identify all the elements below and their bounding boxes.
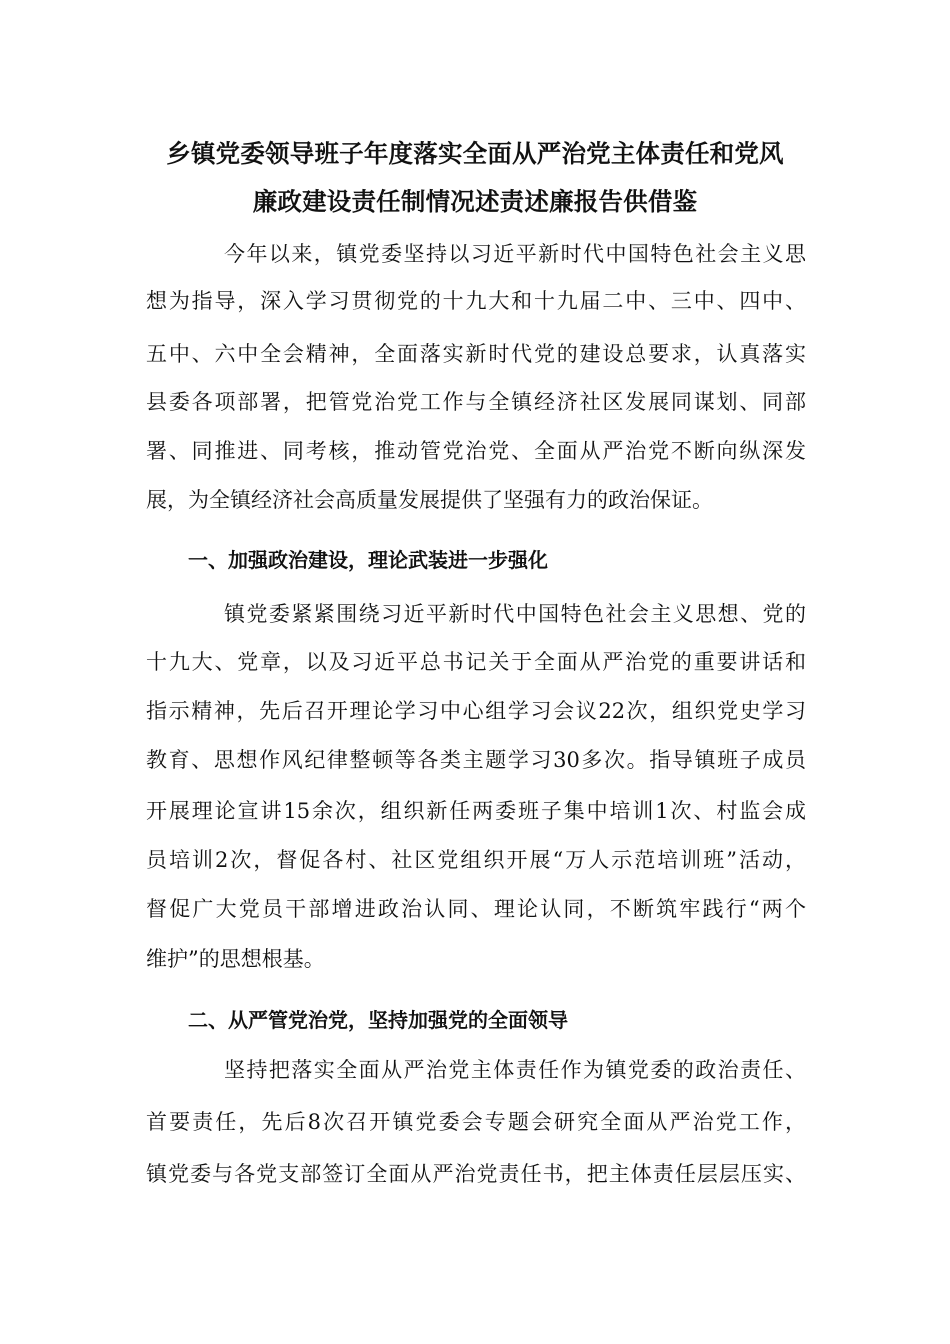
section-1-paragraph-line: 教育、思想作风纪律整顿等各类主题学习30多次。指导镇班子成员 [146,748,806,772]
intro-paragraph-line: 署、同推进、同考核，推动管党治党、全面从严治党不断向纵深发 [146,439,806,463]
section-1-paragraph-line: 指示精神，先后召开理论学习中心组学习会议22次，组织党史学习 [146,699,806,723]
intro-paragraph-line: 县委各项部署，把管党治党工作与全镇经济社区发展同谋划、同部 [146,390,806,414]
intro-paragraph-line: 想为指导，深入学习贯彻党的十九大和十九届二中、三中、四中、 [146,289,806,313]
intro-paragraph-line: 展，为全镇经济社会高质量发展提供了坚强有力的政治保证。 [146,488,713,512]
intro-paragraph-line: 今年以来，镇党委坚持以习近平新时代中国特色社会主义思 [224,242,806,266]
section-1-paragraph-line: 督促广大党员干部增进政治认同、理论认同，不断筑牢践行“两个 [146,897,806,921]
section-1-heading: 一、加强政治建设，理论武装进一步强化 [188,548,548,572]
document-title-line-1: 乡镇党委领导班子年度落实全面从严治党主体责任和党风 [166,139,784,168]
section-1-paragraph-line: 十九大、党章，以及习近平总书记关于全面从严治党的重要讲话和 [146,650,806,674]
section-1-paragraph-line: 开展理论宣讲15余次，组织新任两委班子集中培训1次、村监会成 [146,799,806,823]
section-2-heading: 二、从严管党治党，坚持加强党的全面领导 [188,1008,568,1032]
section-1-paragraph-line: 镇党委紧紧围绕习近平新时代中国特色社会主义思想、党的 [224,602,806,626]
document-title-line-2: 廉政建设责任制情况述责述廉报告供借鉴 [252,187,698,216]
section-2-paragraph-line: 坚持把落实全面从严治党主体责任作为镇党委的政治责任、 [224,1058,806,1082]
intro-paragraph-line: 五中、六中全会精神，全面落实新时代党的建设总要求，认真落实 [146,342,806,366]
section-1-paragraph-line: 员培训2次，督促各村、社区党组织开展“万人示范培训班”活动， [146,848,806,872]
section-2-paragraph-line: 首要责任，先后8次召开镇党委会专题会研究全面从严治党工作， [146,1110,806,1134]
section-1-paragraph-line: 维护”的思想根基。 [146,947,325,971]
section-2-paragraph-line: 镇党委与各党支部签订全面从严治党责任书，把主体责任层层压实、 [146,1162,806,1186]
